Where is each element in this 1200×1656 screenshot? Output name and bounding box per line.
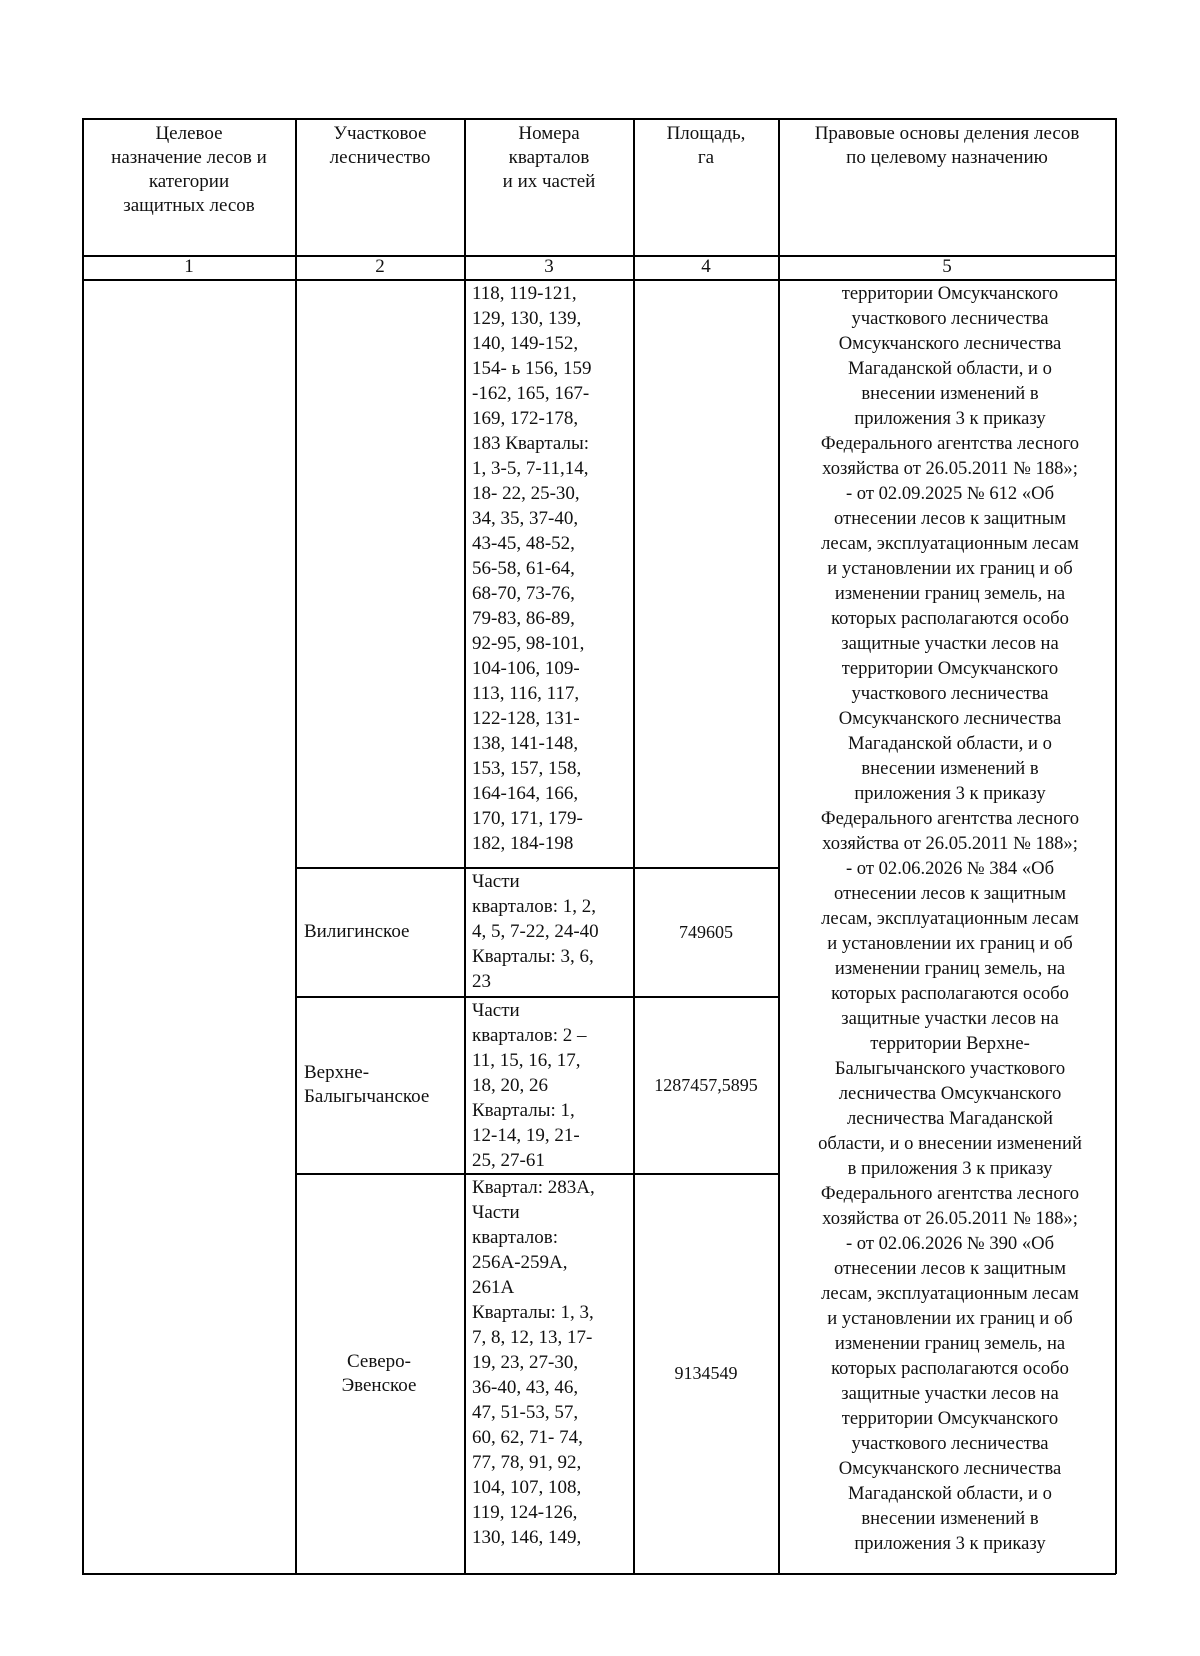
- forestry-cell-viliginskoe: Вилигинское: [304, 921, 410, 942]
- column-number-2: 2: [375, 256, 385, 277]
- area-cell-severo-evenskoe: 9134549: [674, 1363, 738, 1383]
- header-quarters: Номера кварталов и их частей: [502, 123, 596, 192]
- header-legal-basis: Правовые основы деления лесов по целевому назначению: [814, 123, 1080, 168]
- table-top-border: [82, 118, 1116, 120]
- header-forestry: Участковое лесничество: [329, 123, 431, 168]
- forestry-cell-verkhne-balygychanskoe: Верхне- Балыгычанское: [304, 1062, 430, 1107]
- column-number-1: 1: [184, 256, 194, 277]
- column-number-4: 4: [701, 256, 711, 277]
- column-divider-4: [778, 118, 780, 1574]
- table-bottom-border: [82, 1573, 1116, 1575]
- header-area: Площадь, га: [666, 123, 746, 168]
- header-purpose: Целевое назначение лесов и категории защитных лесов: [111, 123, 267, 216]
- table-left-border: [82, 118, 84, 1574]
- column-number-5: 5: [942, 256, 952, 277]
- quarters-cell-severo-evenskoe: Квартал: 283А, Части кварталов: 256А-259А, 261А Кварталы: 1, 3, 7, 8, 12, 13, 17- 19, 23, 27-30, 36-40, 43, 46, 47, 51-53, 57, 60, 62, 71- 74, 77, 78, 91, 92, 104, 107, 108, 119, 124-126, 130, 146, 149,: [472, 1177, 595, 1548]
- area-cell-viliginskoe: 749605: [679, 921, 733, 942]
- column-number-3: 3: [544, 256, 554, 277]
- quarters-cell-viliginskoe: Части кварталов: 1, 2, 4, 5, 7-22, 24-40 Кварталы: 3, 6, 23: [472, 871, 599, 992]
- quarters-cell-verkhne-balygychanskoe: Части кварталов: 2 – 11, 15, 16, 17, 18, 20, 26 Кварталы: 1, 12-14, 19, 21- 25, 27-61: [472, 1000, 587, 1171]
- column-divider-2: [464, 118, 466, 1574]
- area-cell-verkhne-balygychanskoe: 1287457,5895: [654, 1074, 758, 1095]
- quarters-cell-continued: 118, 119-121, 129, 130, 139, 140, 149-152, 154- ь 156, 159 -162, 165, 167- 169, 172-178, 183 Кварталы: 1, 3-5, 7-11,14, 18- 22, 25-30, 34, 35, 37-40, 43-45, 48-52, 56-58, 61-64, 68-70, 73-76, 79-83, 86-89, 92-95, 98-101, 104-106, 109- 113, 116, 117, 122-128, 131- 138, 141-148, 153, 157, 158, 164-164, 166, 170, 171, 179- 182, 184-198: [472, 283, 592, 854]
- forestry-cell-severo-evenskoe: Северо- Эвенское: [341, 1350, 417, 1396]
- legal-basis-cell: территории Омсукчанского участкового лесничества Омсукчанского лесничества Магаданской области, и о внесении изменений в приложения 3 к приказу Федерального агентства лесного хозяйства от 26.05.2011 № 188»; - от 02.09.2025 № 612 «Об отнесении лесов к защитным лесам, эксплуатационным лесам и установлении их границ и об изменении границ земель, на которых располагаются особо защитные участки лесов на территории Омсукчанского участкового лесничества Омсукчанского лесничества Магаданской области, и о внесении изменений в приложения 3 к приказу Федерального агентства лесного хозяйства от 26.05.2011 № 188»; - от 02.06.2026 № 384 «Об отнесении лесов к защитным лесам, эксплуатационным лесам и установлении их границ и об изменении границ земель, на которых располагаются особо защитные участки лесов на территории Верхне- Балыгычанского участкового лесничества Омсукчанского лесничества Магаданской области, и о внесении изменений в приложения 3 к приказу Федерального агентства лесного хозяйства от 26.05.2011 № 188»; - от 02.06.2026 № 390 «Об отнесении лесов к защитным лесам, эксплуатационным лесам и установлении их границ и об изменении границ земель, на которых располагаются особо защитные участки лесов на территории Омсукчанского участкового лесничества Омсукчанского лесничества Магаданской области, и о внесении изменений в приложения 3 к приказу: [818, 283, 1082, 1554]
